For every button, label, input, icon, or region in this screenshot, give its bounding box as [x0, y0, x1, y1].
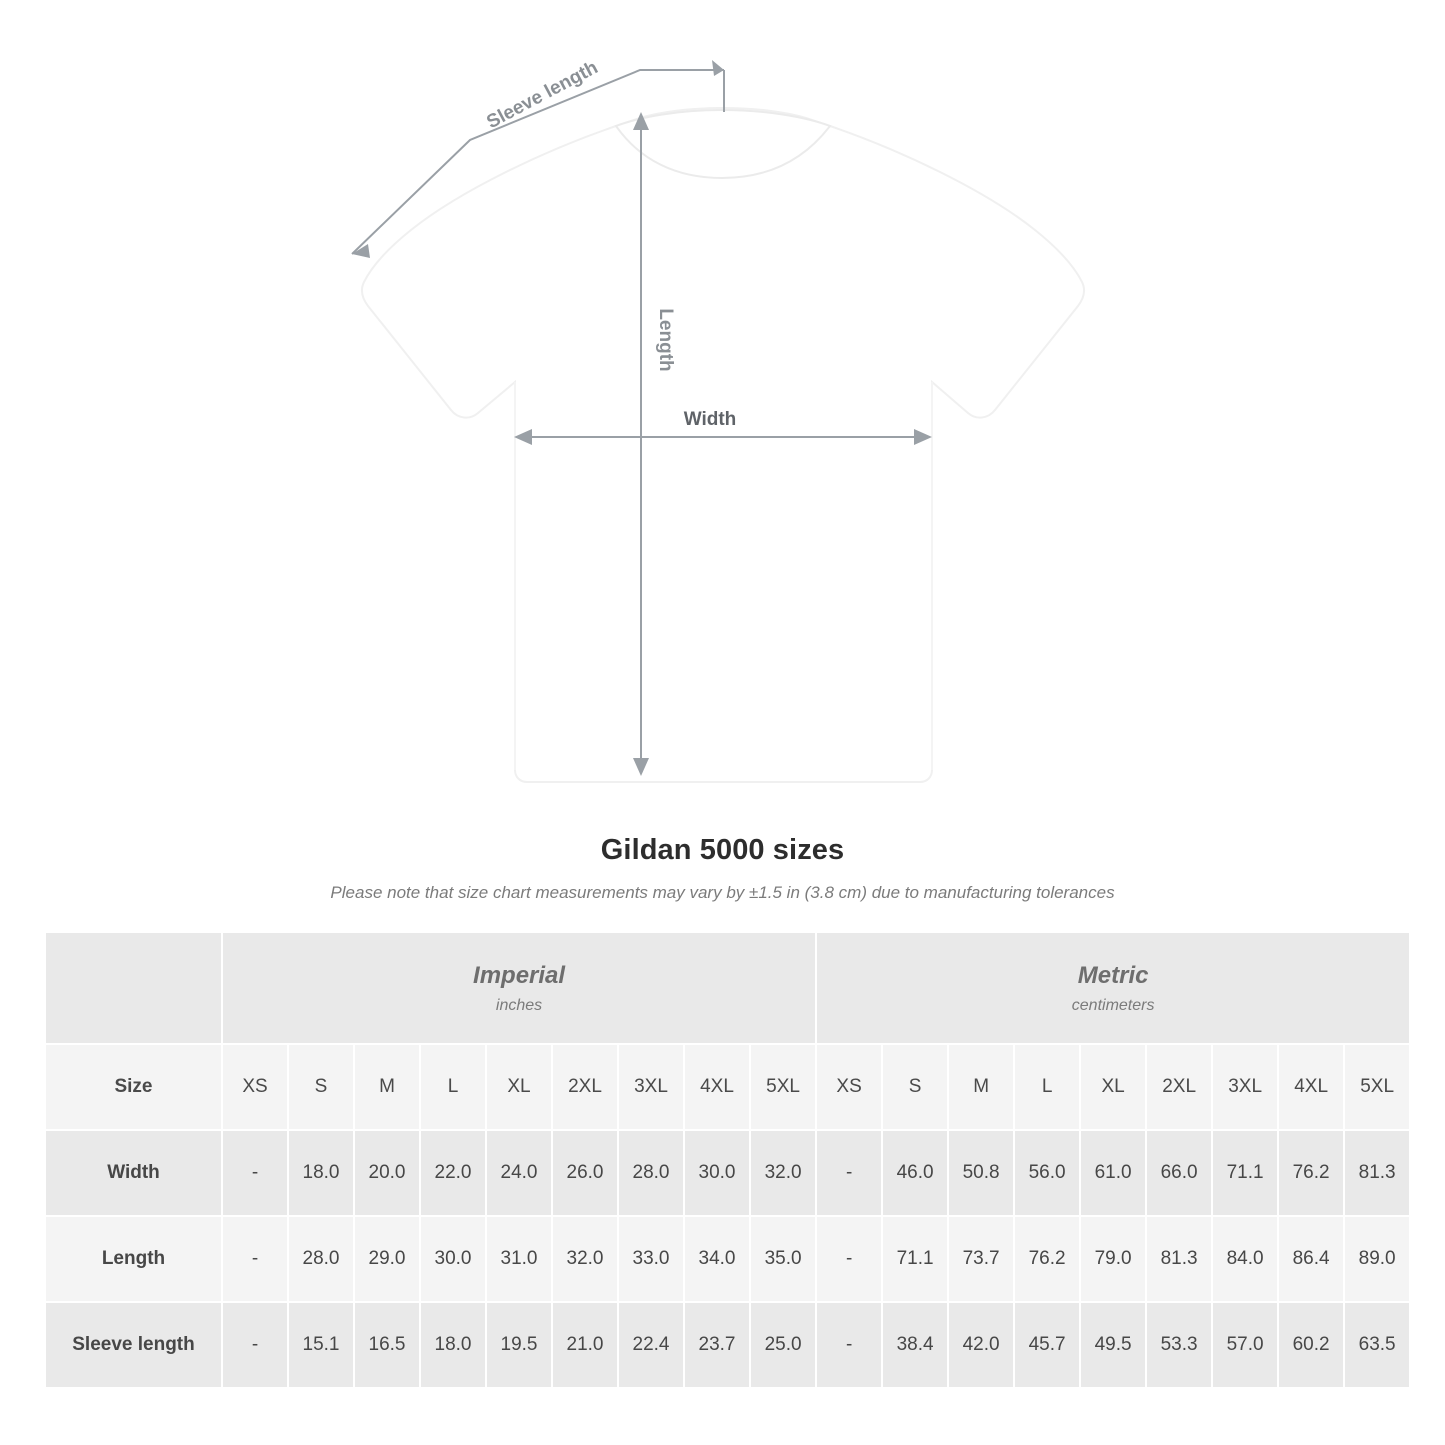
size-header-imperial-8: 5XL: [750, 1044, 816, 1130]
cell-sleeve-metric-3: 45.7: [1014, 1302, 1080, 1388]
cell-sleeve-imperial-5: 21.0: [552, 1302, 618, 1388]
size-header-metric-7: 4XL: [1278, 1044, 1344, 1130]
cell-sleeve-metric-2: 42.0: [948, 1302, 1014, 1388]
row-label-width: Width: [45, 1130, 222, 1216]
cell-length-metric-1: 71.1: [882, 1216, 948, 1302]
cell-sleeve-imperial-4: 19.5: [486, 1302, 552, 1388]
cell-sleeve-imperial-2: 16.5: [354, 1302, 420, 1388]
row-label-length: Length: [45, 1216, 222, 1302]
cell-length-metric-5: 81.3: [1146, 1216, 1212, 1302]
cell-width-metric-1: 46.0: [882, 1130, 948, 1216]
chart-note: Please note that size chart measurements may vary by ±1.5 in (3.8 cm) due to manufacturing tolerances: [330, 883, 1115, 902]
size-table: [44, 931, 1411, 1389]
cell-length-metric-3: 76.2: [1014, 1216, 1080, 1302]
table-row: [45, 1130, 1410, 1216]
cell-width-imperial-2: 20.0: [354, 1130, 420, 1216]
cell-length-imperial-8: 35.0: [750, 1216, 816, 1302]
cell-width-imperial-8: 32.0: [750, 1130, 816, 1216]
cell-sleeve-metric-8: 63.5: [1344, 1302, 1410, 1388]
size-header-metric-3: L: [1014, 1044, 1080, 1130]
cell-sleeve-metric-7: 60.2: [1278, 1302, 1344, 1388]
cell-width-imperial-1: 18.0: [288, 1130, 354, 1216]
cell-sleeve-imperial-8: 25.0: [750, 1302, 816, 1388]
cell-width-imperial-4: 24.0: [486, 1130, 552, 1216]
cell-sleeve-imperial-7: 23.7: [684, 1302, 750, 1388]
tshirt-shape: [362, 108, 1084, 782]
size-header-metric-4: XL: [1080, 1044, 1146, 1130]
size-header-imperial-1: S: [288, 1044, 354, 1130]
cell-width-metric-7: 76.2: [1278, 1130, 1344, 1216]
cell-sleeve-metric-5: 53.3: [1146, 1302, 1212, 1388]
cell-length-imperial-5: 32.0: [552, 1216, 618, 1302]
cell-width-metric-4: 61.0: [1080, 1130, 1146, 1216]
cell-length-metric-7: 86.4: [1278, 1216, 1344, 1302]
cell-width-imperial-7: 30.0: [684, 1130, 750, 1216]
cell-sleeve-metric-1: 38.4: [882, 1302, 948, 1388]
cell-sleeve-imperial-6: 22.4: [618, 1302, 684, 1388]
cell-length-metric-0: -: [816, 1216, 882, 1302]
cell-length-metric-6: 84.0: [1212, 1216, 1278, 1302]
cell-length-metric-4: 79.0: [1080, 1216, 1146, 1302]
size-header-imperial-5: 2XL: [552, 1044, 618, 1130]
unit-group-metric-name: Metric: [1077, 961, 1149, 989]
chart-title: Gildan 5000 sizes: [600, 834, 845, 866]
size-header-imperial-3: L: [420, 1044, 486, 1130]
size-header-metric-5: 2XL: [1146, 1044, 1212, 1130]
size-header-metric-2: M: [948, 1044, 1014, 1130]
cell-length-imperial-3: 30.0: [420, 1216, 486, 1302]
size-header-imperial-0: XS: [222, 1044, 288, 1130]
unit-group-imperial-name: Imperial: [473, 961, 566, 989]
cell-length-metric-2: 73.7: [948, 1216, 1014, 1302]
cell-length-metric-8: 89.0: [1344, 1216, 1410, 1302]
cell-width-imperial-0: -: [222, 1130, 288, 1216]
sleeve-length-label: Sleeve length: [483, 57, 602, 134]
cell-length-imperial-0: -: [222, 1216, 288, 1302]
length-label: Length: [655, 308, 676, 372]
cell-width-imperial-3: 22.0: [420, 1130, 486, 1216]
size-header-row: [45, 1044, 1410, 1130]
size-header-imperial-6: 3XL: [618, 1044, 684, 1130]
cell-width-metric-6: 71.1: [1212, 1130, 1278, 1216]
cell-sleeve-metric-6: 57.0: [1212, 1302, 1278, 1388]
cell-width-imperial-6: 28.0: [618, 1130, 684, 1216]
unit-corner-cell: [45, 932, 222, 1044]
size-header-imperial-2: M: [354, 1044, 420, 1130]
size-header-metric-1: S: [882, 1044, 948, 1130]
cell-width-metric-3: 56.0: [1014, 1130, 1080, 1216]
unit-group-imperial: [222, 932, 816, 1044]
cell-length-imperial-7: 34.0: [684, 1216, 750, 1302]
cell-sleeve-imperial-1: 15.1: [288, 1302, 354, 1388]
cell-width-metric-8: 81.3: [1344, 1130, 1410, 1216]
cell-width-metric-5: 66.0: [1146, 1130, 1212, 1216]
cell-length-imperial-1: 28.0: [288, 1216, 354, 1302]
unit-group-metric: [816, 932, 1410, 1044]
width-label: Width: [683, 409, 737, 430]
table-row: [45, 1216, 1410, 1302]
size-header-metric-0: XS: [816, 1044, 882, 1130]
cell-length-imperial-6: 33.0: [618, 1216, 684, 1302]
cell-sleeve-metric-0: -: [816, 1302, 882, 1388]
size-header-metric-8: 5XL: [1344, 1044, 1410, 1130]
cell-sleeve-metric-4: 49.5: [1080, 1302, 1146, 1388]
unit-group-metric-sub: centimeters: [1071, 996, 1155, 1014]
cell-sleeve-imperial-3: 18.0: [420, 1302, 486, 1388]
cell-length-imperial-2: 29.0: [354, 1216, 420, 1302]
cell-length-imperial-4: 31.0: [486, 1216, 552, 1302]
size-header-label: Size: [45, 1044, 222, 1130]
table-row: [45, 1302, 1410, 1388]
title-block: [0, 834, 1445, 903]
unit-group-imperial-sub: inches: [495, 996, 543, 1014]
size-header-metric-6: 3XL: [1212, 1044, 1278, 1130]
cell-width-metric-2: 50.8: [948, 1130, 1014, 1216]
size-header-imperial-4: XL: [486, 1044, 552, 1130]
row-label-sleeve-length: Sleeve length: [45, 1302, 222, 1388]
cell-sleeve-imperial-0: -: [222, 1302, 288, 1388]
cell-width-imperial-5: 26.0: [552, 1130, 618, 1216]
cell-width-metric-0: -: [816, 1130, 882, 1216]
unit-header-row: [45, 932, 1410, 1044]
size-header-imperial-7: 4XL: [684, 1044, 750, 1130]
size-table-wrap: [44, 931, 1401, 1389]
